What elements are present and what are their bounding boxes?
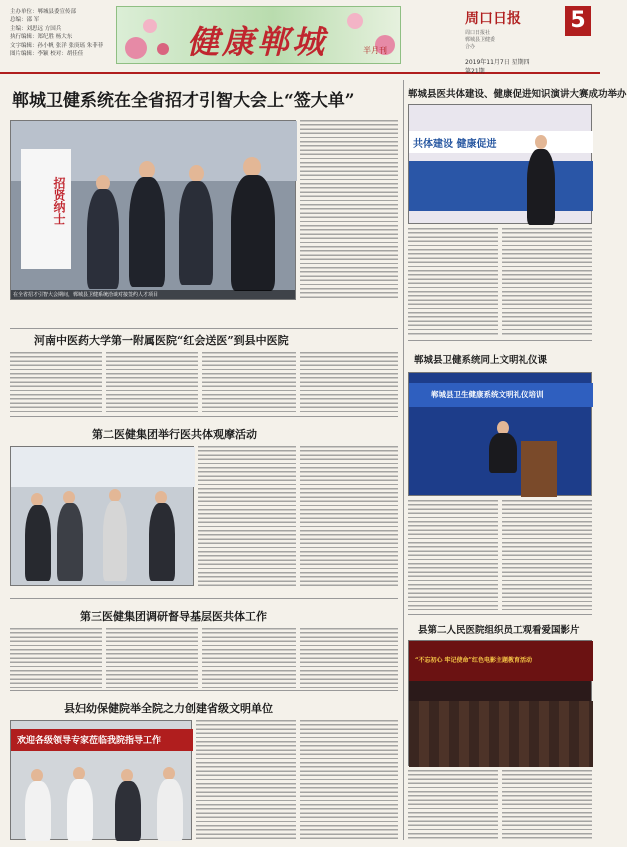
headline-a6: 郸城县医共体建设、健康促进知识演讲大赛成功举办 <box>408 89 627 100</box>
divider <box>408 614 592 615</box>
headline-a8: 县第二人民医院组织员工观看爱国影片 <box>418 625 580 636</box>
headline-a1: 郸城卫健系统在全省招才引智大会上“签大单” <box>12 91 355 111</box>
person <box>129 177 165 287</box>
flower-decoration <box>125 37 147 59</box>
person <box>231 175 275 291</box>
article-a4-body <box>10 628 102 688</box>
article-a7-body <box>502 500 592 610</box>
person <box>157 779 183 841</box>
photo-a7-banner: 郸城县卫生健康系统文明礼仪培训 <box>431 390 544 399</box>
article-a4-body <box>202 628 296 688</box>
person <box>243 157 261 177</box>
article-a2-body <box>106 352 198 412</box>
masthead-staff-list <box>10 8 110 58</box>
page-number: 5 <box>565 6 591 36</box>
photo-a7 <box>408 372 592 496</box>
column-banner <box>116 6 401 64</box>
paper-sub-line: 郸城县卫健委 <box>465 37 496 43</box>
paper-info <box>465 8 555 75</box>
article-a3-body <box>198 446 296 586</box>
staff-line: 文字编辑：孙小帆 张洋 张庚瑶 朱菲菲 <box>10 42 104 49</box>
photo-a6-banner: 共体建设 健康促进 <box>413 139 497 150</box>
person <box>67 779 93 841</box>
article-a7-body <box>408 500 498 610</box>
photo-a3 <box>10 446 194 586</box>
photo-a6 <box>408 104 592 224</box>
person <box>57 503 83 581</box>
photo-a8-banner: “不忘初心 牢记使命”红色电影主题教育活动 <box>415 657 532 664</box>
paper-name: 周口日报 <box>465 11 521 27</box>
article-a2-body <box>202 352 296 412</box>
issue-number: 第21期 <box>465 68 485 75</box>
headline-a7: 郸城县卫健系统同上文明礼仪课 <box>414 355 548 366</box>
article-a6-body <box>408 228 498 336</box>
photo-a1 <box>10 120 296 300</box>
article-a4-body <box>300 628 398 688</box>
paper-sub-line: 周口日报社 <box>465 30 491 36</box>
flower-decoration <box>347 13 363 29</box>
article-a2-body <box>10 352 102 412</box>
staff-line: 主办单位：郸城县委宣传部 <box>10 9 77 15</box>
staff-line: 总编：邵 军 <box>10 17 40 24</box>
flower-decoration <box>143 19 157 33</box>
person <box>149 503 175 581</box>
article-a3-body <box>300 446 398 586</box>
person <box>189 165 204 182</box>
headline-a4: 第三医健集团调研督导基层医共体工作 <box>80 610 267 623</box>
photo-a1-banner: 招贤纳士 <box>52 177 66 225</box>
article-a4-body <box>106 628 198 688</box>
photo-a1-caption: 在全省招才引智大会期间，郸城县卫健系统洽谈对接签约人才项目 <box>11 290 295 299</box>
person <box>25 505 51 581</box>
photo-a5-banner: 欢迎各级领导专家莅临我院指导工作 <box>17 736 162 746</box>
headline-a5: 县妇幼保健院举全院之力创建省级文明单位 <box>64 702 273 715</box>
staff-line: 图片编辑：李颖 校对：胡佳佳 <box>10 51 84 58</box>
person <box>535 135 547 149</box>
divider <box>10 416 398 417</box>
issue-date: 2019年11月7日 星期四 <box>465 59 530 66</box>
article-a8-body <box>502 770 592 840</box>
divider <box>10 328 398 329</box>
person <box>87 189 119 289</box>
person <box>115 781 141 841</box>
divider <box>10 598 398 599</box>
podium <box>521 441 557 497</box>
photo-a5 <box>10 720 192 840</box>
staff-line: 执行编辑：郑纪胜 杨大东 <box>10 34 73 41</box>
masthead <box>0 0 600 74</box>
paper-sub <box>465 30 555 51</box>
staff-line: 主编：刘思远 方国兵 <box>10 25 62 32</box>
column-title: 健康郸城 <box>187 23 328 61</box>
person <box>527 149 555 225</box>
flower-decoration <box>157 43 169 55</box>
column-divider <box>403 80 404 840</box>
column-subtitle: 半月刊 <box>363 46 387 55</box>
article-a5-body <box>300 720 398 840</box>
article-a8-body <box>408 770 498 840</box>
person <box>489 433 517 473</box>
headline-a3: 第二医健集团举行医共体观摩活动 <box>92 428 257 441</box>
headline-a2: 河南中医药大学第一附属医院“红会送医”到县中医院 <box>34 334 289 347</box>
person <box>25 781 51 841</box>
divider <box>10 690 398 691</box>
article-a2-body <box>300 352 398 412</box>
person <box>179 181 213 285</box>
article-a5-body <box>196 720 296 840</box>
article-a6-body <box>502 228 592 336</box>
article-a1-body <box>300 120 398 300</box>
paper-sub-line: 合办 <box>465 44 476 50</box>
audience <box>409 701 593 767</box>
divider <box>408 340 592 341</box>
person <box>103 501 127 581</box>
photo-a8 <box>408 640 592 766</box>
